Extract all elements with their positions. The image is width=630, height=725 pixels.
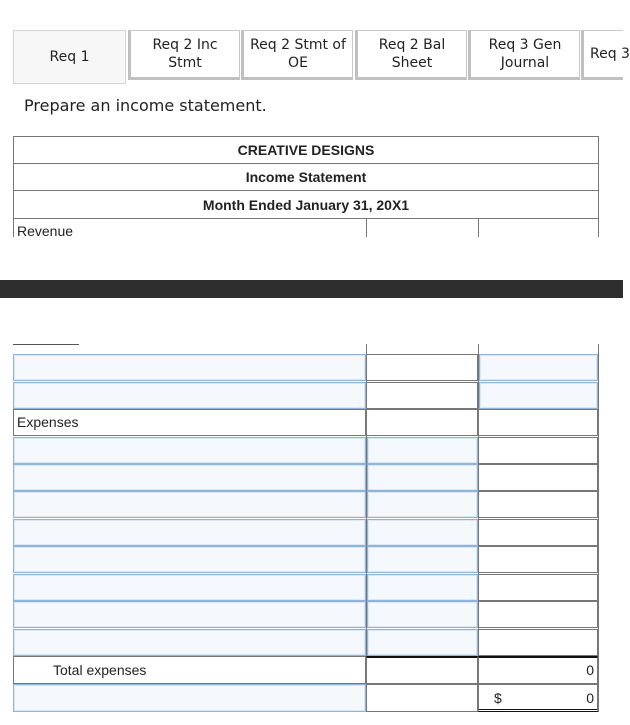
revenue-account-input-1[interactable] — [13, 354, 366, 381]
revenue-total-input-1[interactable] — [479, 354, 598, 381]
expense-total-cell-7 — [478, 601, 598, 628]
revenue-account-input-2[interactable] — [13, 382, 366, 409]
expense-amount-input-3[interactable] — [367, 491, 478, 518]
tab-req-2-stmt-of-oe[interactable] — [241, 30, 353, 80]
expense-account-input-5[interactable] — [13, 546, 366, 573]
company-name — [13, 136, 599, 164]
expense-account-input-8[interactable] — [13, 629, 366, 656]
grid-line — [13, 219, 14, 237]
currency-symbol: $ — [494, 690, 502, 706]
net-income-amount-cell — [366, 684, 478, 712]
revenue-label: Revenue — [17, 223, 74, 239]
expense-total-cell-8 — [478, 629, 598, 656]
statement-period-text: Month Ended January 31, 20X1 — [202, 196, 410, 213]
expense-account-input-6[interactable] — [13, 574, 366, 601]
tab-req-3-more[interactable] — [581, 30, 630, 80]
expense-total-cell-1 — [478, 437, 598, 464]
total-expenses-amount-cell — [366, 656, 478, 684]
expense-account-input-3[interactable] — [13, 491, 366, 518]
net-income-value: 0 — [586, 690, 594, 706]
total-expenses-label: Total expenses — [53, 662, 147, 678]
tab-label: Req 1 — [49, 49, 90, 65]
expense-amount-input-4[interactable] — [367, 519, 478, 546]
revenue-total-input-2[interactable] — [479, 382, 598, 409]
statement-period — [13, 190, 599, 219]
grid-line — [598, 219, 599, 237]
instruction-text: Prepare an income statement. — [24, 96, 267, 115]
company-name-text: CREATIVE DESIGNS — [237, 142, 375, 158]
tab-label: Req 2 Bal Sheet — [378, 37, 446, 71]
tab-req-2-inc-stmt[interactable] — [128, 30, 240, 80]
tab-req-2-bal-sheet[interactable] — [355, 30, 467, 80]
expenses-label: Expenses — [17, 414, 79, 430]
expense-amount-input-6[interactable] — [367, 574, 478, 601]
total-expenses-value: 0 — [586, 662, 594, 678]
statement-title — [13, 163, 599, 191]
expense-account-input-2[interactable] — [13, 464, 366, 491]
revenue-amount-cell-2 — [366, 382, 478, 409]
grid-line — [478, 219, 479, 237]
expenses-header-total — [478, 409, 598, 436]
expense-total-cell-4 — [478, 519, 598, 546]
scroll-divider — [0, 280, 623, 298]
net-income-label-input[interactable] — [13, 684, 366, 712]
revenue-amount-cell-1 — [366, 354, 478, 381]
expense-account-input-7[interactable] — [13, 601, 366, 628]
expenses-header-amount — [366, 409, 478, 436]
tab-req-1[interactable] — [13, 30, 126, 84]
expense-amount-input-7[interactable] — [367, 601, 478, 628]
tab-label: Req 3 Gen Journal — [488, 37, 562, 71]
expense-account-input-4[interactable] — [13, 519, 366, 546]
expense-total-cell-2 — [478, 464, 598, 491]
expense-total-cell-5 — [478, 546, 598, 573]
tab-label: Req 2 Stmt of OE — [250, 37, 346, 71]
tab-req-3-gen-journal[interactable] — [468, 30, 580, 80]
expense-amount-input-8[interactable] — [367, 629, 478, 656]
grid-line — [13, 344, 79, 345]
expense-total-cell-6 — [478, 574, 598, 601]
expense-amount-input-1[interactable] — [367, 437, 478, 464]
expense-amount-input-2[interactable] — [367, 464, 478, 491]
grid-line — [598, 344, 599, 712]
statement-title-text: Income Statement — [245, 169, 367, 185]
grid-line — [366, 219, 367, 237]
expense-amount-input-5[interactable] — [367, 546, 478, 573]
tab-label: Req 2 Inc Stmt — [152, 37, 218, 71]
tab-label: Req 3 — [590, 46, 630, 62]
expense-total-cell-3 — [478, 491, 598, 518]
expense-account-input-1[interactable] — [13, 437, 366, 464]
